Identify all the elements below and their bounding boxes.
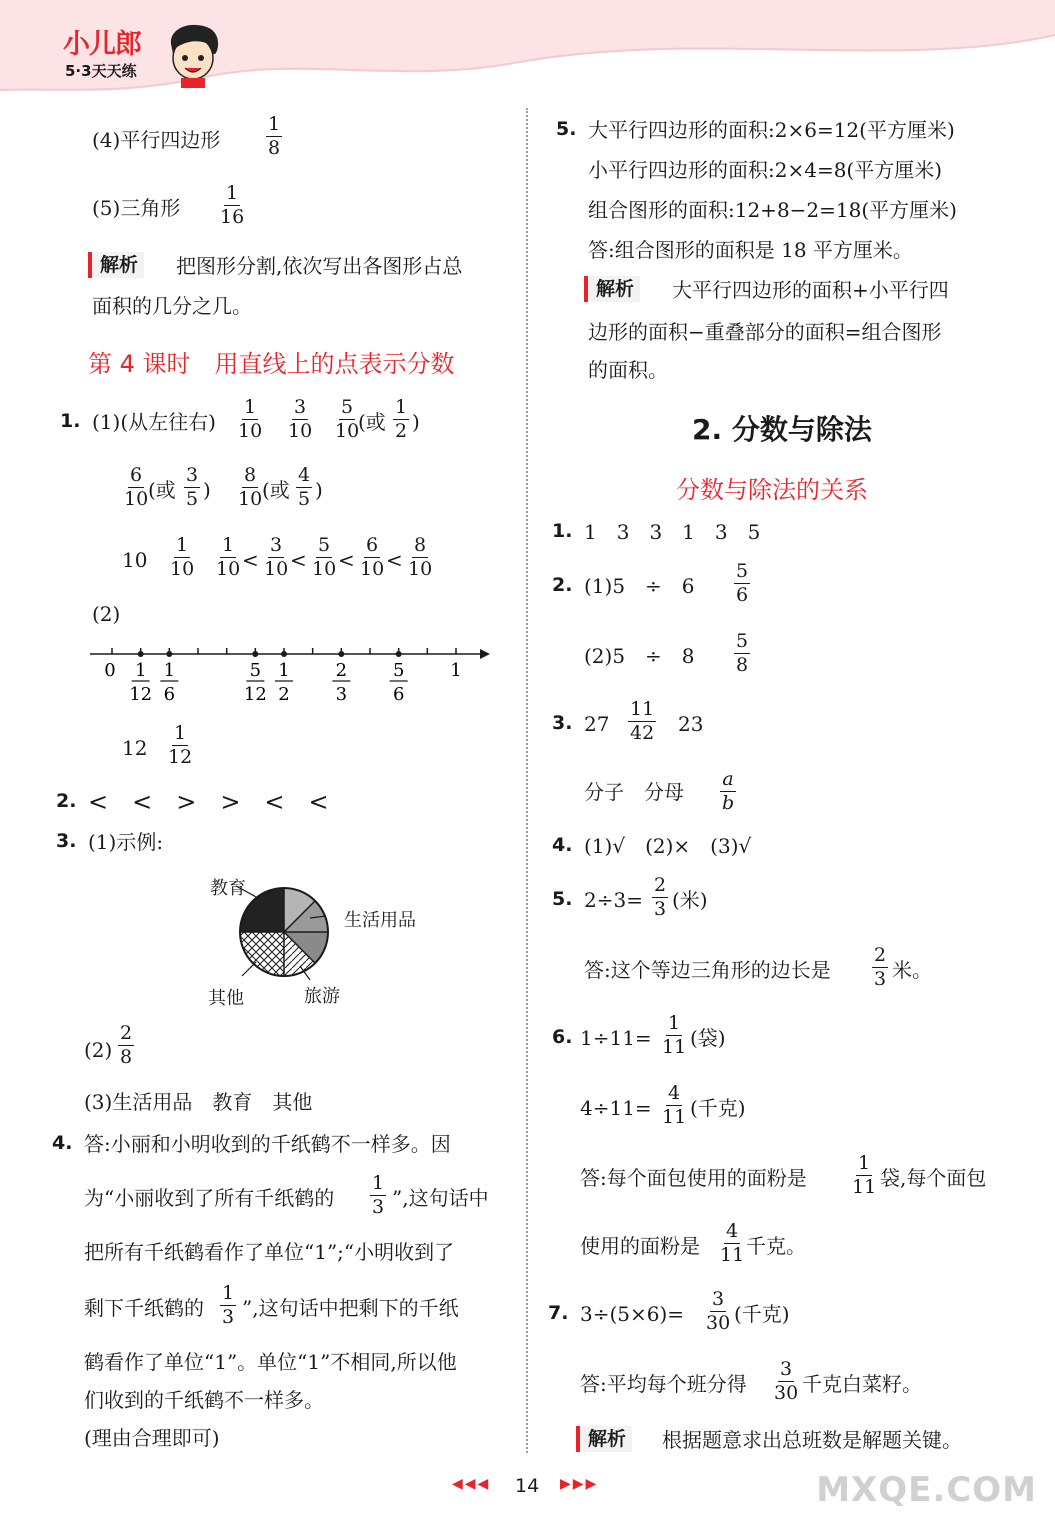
analysis-text: 把图形分割,依次写出各图形占总 bbox=[176, 254, 463, 278]
close-paren: ) bbox=[412, 410, 420, 434]
q5-answer: 答:组合图形的面积是 18 平方厘米。 bbox=[588, 238, 913, 262]
analysis-text: 大平行四边形的面积+小平行四 bbox=[672, 278, 949, 302]
less-than: < bbox=[290, 548, 307, 572]
number-line-numerator: 5 bbox=[392, 660, 405, 681]
pie-label-education: 教育 bbox=[210, 878, 246, 899]
page-number: 14 bbox=[515, 1475, 540, 1497]
q1-row3-lead: 10 bbox=[122, 548, 148, 572]
brand-logo bbox=[55, 22, 225, 92]
fraction: $\frac{1}{2}$ bbox=[395, 396, 408, 442]
q6-equation: 1÷11= bbox=[580, 1026, 652, 1050]
less-than: < bbox=[386, 548, 403, 572]
analysis-text: 的面积。 bbox=[588, 358, 668, 382]
fraction: $\frac{1}{10}$ bbox=[170, 534, 195, 580]
q4-answer: (1)√ (2)× (3)√ bbox=[584, 834, 752, 858]
q4-line: 们收到的千纸鹤不一样多。 bbox=[84, 1388, 324, 1412]
q7-unit: (千克) bbox=[734, 1302, 790, 1326]
fraction: $\frac{2}{3}$ bbox=[654, 874, 667, 920]
analysis-tag: 解析 bbox=[576, 1426, 632, 1452]
analysis-tag: 解析 bbox=[584, 276, 640, 302]
number-line bbox=[80, 630, 500, 720]
q6-unit: (千克) bbox=[690, 1096, 746, 1120]
number-line-denominator: 6 bbox=[392, 684, 405, 705]
number-line-point bbox=[138, 651, 144, 657]
fraction: $\frac{6}{10}$ bbox=[360, 534, 385, 580]
number-line-point bbox=[252, 651, 258, 657]
number-line-numerator: 1 bbox=[163, 660, 176, 681]
less-than: < bbox=[338, 548, 355, 572]
number-line-point bbox=[338, 651, 344, 657]
q6-answer: 使用的面粉是 bbox=[580, 1234, 700, 1258]
q1-answer: 1 3 3 1 3 5 bbox=[584, 520, 761, 544]
number-line-denominator: 3 bbox=[335, 684, 348, 705]
or-text: (或 bbox=[148, 478, 176, 502]
question-number: 3. bbox=[552, 712, 573, 734]
fraction: $\frac{6}{10}$ bbox=[124, 464, 149, 510]
q6-answer: 答:每个面包使用的面粉是 bbox=[580, 1166, 807, 1190]
question-number: 5. bbox=[556, 118, 577, 140]
watermark: MXQE.COM bbox=[816, 1470, 1037, 1510]
q5-equation: 2÷3= bbox=[584, 888, 643, 912]
analysis-tag: 解析 bbox=[88, 252, 144, 278]
fraction: $\frac{3}{5}$ bbox=[186, 464, 199, 510]
q1-row1-label: (1)(从左往右) bbox=[92, 410, 216, 434]
question-number: 6. bbox=[552, 1026, 573, 1048]
question-number: 1. bbox=[552, 520, 573, 542]
q4-line: 鹤看作了单位“1”。单位“1”不相同,所以他 bbox=[84, 1350, 457, 1374]
number-line-denominator: 12 bbox=[129, 684, 153, 705]
or-text: (或 bbox=[358, 410, 386, 434]
lesson-title: 分数与除法的关系 bbox=[676, 476, 868, 504]
number-line-numerator: 1 bbox=[134, 660, 147, 681]
analysis-text: 边形的面积−重叠部分的面积=组合图形 bbox=[588, 320, 942, 344]
q6-answer: 袋,每个面包 bbox=[880, 1166, 987, 1190]
fraction: $\frac{2}{8}$ bbox=[120, 1022, 133, 1068]
q5-line: 大平行四边形的面积:2×6=12(平方厘米) bbox=[588, 118, 955, 142]
section-title: 2. 分数与除法 bbox=[692, 413, 872, 446]
fraction: $\frac{1}{11}$ bbox=[662, 1012, 687, 1058]
q6-equation: 4÷11= bbox=[580, 1096, 652, 1120]
question-number: 2. bbox=[56, 790, 77, 812]
analysis-text: 面积的几分之几。 bbox=[92, 294, 252, 318]
question-number: 3. bbox=[56, 830, 77, 852]
q5-answer-tail: 米。 bbox=[892, 958, 932, 982]
fraction: $\frac{5}{10}$ bbox=[335, 396, 360, 442]
less-than: < bbox=[242, 548, 259, 572]
fraction: $\frac{1}{11}$ bbox=[852, 1152, 877, 1198]
number-line-denominator: 12 bbox=[243, 684, 267, 705]
q2-answer: < < > > < < bbox=[88, 788, 329, 816]
fraction: $\frac{4}{5}$ bbox=[298, 464, 311, 510]
fraction: $\frac{a}{b}$ bbox=[722, 768, 735, 814]
q1-row5-lead: 12 bbox=[122, 736, 148, 760]
q3-b: 23 bbox=[678, 712, 704, 736]
analysis-text: 根据题意求出总班数是解题关键。 bbox=[662, 1428, 962, 1452]
answer-5-label: (5)三角形 bbox=[92, 196, 181, 220]
fraction: $\frac{5}{6}$ bbox=[736, 560, 749, 606]
close-paren: ) bbox=[203, 478, 211, 502]
q5-unit: (米) bbox=[672, 888, 708, 912]
q6-unit: (袋) bbox=[690, 1026, 726, 1050]
answer-4-label: (4)平行四边形 bbox=[92, 128, 221, 152]
fraction: $\frac{2}{3}$ bbox=[874, 944, 887, 990]
q5-line: 小平行四边形的面积:2×4=8(平方厘米) bbox=[588, 158, 943, 182]
fraction: $\frac{11}{42}$ bbox=[630, 698, 655, 744]
q1-sub2: (2) bbox=[92, 602, 121, 626]
fraction: $\frac{3}{10}$ bbox=[288, 396, 313, 442]
number-line-one: 1 bbox=[450, 660, 462, 681]
pie-label-daily-goods: 生活用品 bbox=[344, 910, 416, 931]
q5-line: 组合图形的面积:12+8−2=18(平方厘米) bbox=[588, 198, 957, 222]
q7-answer: 答:平均每个班分得 bbox=[580, 1372, 747, 1396]
fraction: $\frac{5}{8}$ bbox=[736, 630, 749, 676]
q7-answer: 千克白菜籽。 bbox=[802, 1372, 922, 1396]
number-line-point bbox=[166, 651, 172, 657]
number-line-denominator: 2 bbox=[278, 684, 290, 705]
fraction: $\frac{1}{16}$ bbox=[220, 182, 245, 228]
number-line-zero: 0 bbox=[104, 660, 116, 681]
fraction: $\frac{5}{10}$ bbox=[312, 534, 337, 580]
q3-c: 分子 分母 bbox=[584, 780, 684, 804]
q4-line: ”,这句话中 bbox=[392, 1186, 489, 1210]
brand-series: 5·3天天练 bbox=[65, 62, 137, 80]
q7-equation: 3÷(5×6)= bbox=[580, 1302, 685, 1326]
question-number: 4. bbox=[52, 1132, 73, 1154]
fraction: $\frac{1}{12}$ bbox=[168, 722, 193, 768]
question-number: 2. bbox=[552, 574, 573, 596]
close-paren: ) bbox=[315, 478, 323, 502]
fraction: $\frac{1}{10}$ bbox=[216, 534, 241, 580]
mascot-boy-icon bbox=[163, 22, 223, 88]
column-divider bbox=[526, 108, 528, 1453]
q4-line: 剩下千纸鹤的 bbox=[84, 1296, 204, 1320]
q3-sub1: (1)示例: bbox=[88, 830, 164, 854]
number-line-numerator: 1 bbox=[278, 660, 290, 681]
prev-arrows-icon: ◀◀◀ bbox=[452, 1476, 491, 1492]
q6-answer: 千克。 bbox=[746, 1234, 806, 1258]
or-text: (或 bbox=[262, 478, 290, 502]
question-number: 5. bbox=[552, 888, 573, 910]
pie-label-travel: 旅游 bbox=[304, 986, 340, 1007]
lesson-title: 第 4 课时 用直线上的点表示分数 bbox=[88, 350, 455, 378]
q3-a: 27 bbox=[584, 712, 610, 736]
fraction: $\frac{8}{10}$ bbox=[408, 534, 433, 580]
number-line-numerator: 5 bbox=[249, 660, 262, 681]
q5-answer: 答:这个等边三角形的边长是 bbox=[584, 958, 831, 982]
fraction: $\frac{1}{3}$ bbox=[372, 1172, 385, 1218]
question-number: 1. bbox=[60, 410, 81, 432]
q2a: (1)5 ÷ 6 bbox=[584, 574, 695, 598]
number-line-numerator: 2 bbox=[335, 660, 348, 681]
fraction: $\frac{4}{11}$ bbox=[720, 1220, 745, 1266]
q4-line: 答:小丽和小明收到的千纸鹤不一样多。因 bbox=[84, 1132, 451, 1156]
next-arrows-icon: ▶▶▶ bbox=[560, 1476, 599, 1492]
fraction: $\frac{1}{3}$ bbox=[222, 1282, 235, 1328]
fraction: $\frac{4}{11}$ bbox=[662, 1082, 687, 1128]
fraction: $\frac{3}{30}$ bbox=[774, 1358, 799, 1404]
number-line-denominator: 6 bbox=[163, 684, 176, 705]
q4-line: 为“小丽收到了所有千纸鹤的 bbox=[84, 1186, 335, 1210]
q4-line: 把所有千纸鹤看作了单位“1”;“小明收到了 bbox=[84, 1240, 455, 1264]
fraction: $\frac{3}{30}$ bbox=[706, 1288, 731, 1334]
q3-sub3: (3)生活用品 教育 其他 bbox=[84, 1090, 313, 1114]
pie-label-other: 其他 bbox=[208, 988, 244, 1009]
brand-title: 小儿郎 bbox=[63, 29, 141, 60]
fraction: $\frac{3}{10}$ bbox=[264, 534, 289, 580]
question-number: 4. bbox=[552, 834, 573, 856]
q4-line: ”,这句话中把剩下的千纸 bbox=[242, 1296, 459, 1320]
q4-note: (理由合理即可) bbox=[84, 1426, 220, 1450]
fraction: $\frac{8}{10}$ bbox=[238, 464, 263, 510]
number-line-point bbox=[281, 651, 287, 657]
q3-sub2: (2) bbox=[84, 1038, 113, 1062]
q2b: (2)5 ÷ 8 bbox=[584, 644, 695, 668]
fraction: $\frac{1}{10}$ bbox=[238, 396, 263, 442]
fraction: $\frac{1}{8}$ bbox=[268, 113, 281, 159]
question-number: 7. bbox=[548, 1302, 569, 1324]
number-line-point bbox=[396, 651, 402, 657]
